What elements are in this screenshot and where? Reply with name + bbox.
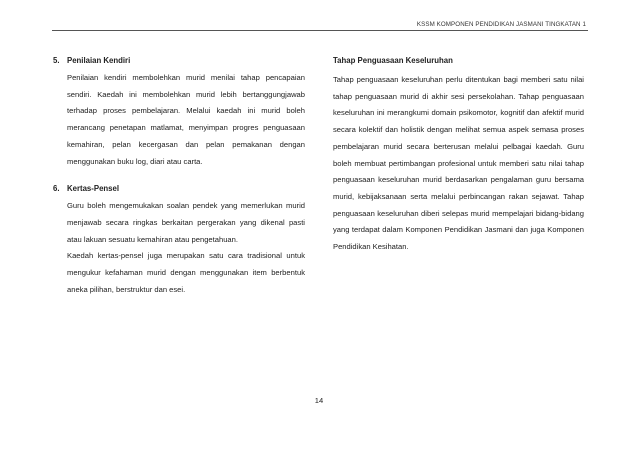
section-heading xyxy=(333,52,584,70)
header-title: KSSM KOMPONEN PENDIDIKAN JASMANI TINGKATAN 1 xyxy=(416,21,586,28)
section-title: Tahap Penguasaan Keseluruhan xyxy=(333,56,453,65)
page-number: 14 xyxy=(314,396,324,405)
header-rule xyxy=(52,30,588,31)
section-title: Kertas-Pensel xyxy=(67,184,120,194)
right-column xyxy=(333,52,584,256)
section-title: Penilaian Kendiri xyxy=(67,56,131,65)
left-column xyxy=(53,52,305,298)
paragraph: Kaedah kertas-pensel juga merupakan satu cara tradisional untuk mengukur kefahaman murid dengan menggunakan item berbentuk aneka pilihan, berstruktur dan esei. xyxy=(67,251,305,294)
section-penilaian-kendiri xyxy=(53,52,305,170)
paragraph: Penilaian kendiri membolehkan murid menilai tahap pencapaian sendiri. Kaedah ini membolehkan murid lebih bertanggungjawab terhadap proses pembelajaran. Melalui kaedah ini murid boleh merancang penetapan matlamat, menyimpan progres penguasaan kemahiran, pelan kecergasan dan pelan pemakanan dengan menggunakan buku log, diari atau carta. xyxy=(67,73,305,166)
paragraph: Guru boleh mengemukakan soalan pendek yang memerlukan murid menjawab secara ringkas berkaitan pergerakan yang dikenal pasti atau lakuan sesuatu kemahiran atau pengetahuan. xyxy=(67,201,305,244)
section-kertas-pensel xyxy=(53,180,305,298)
section-body xyxy=(53,198,305,298)
section-number: 6. xyxy=(53,184,60,194)
section-heading xyxy=(53,180,305,198)
section-number: 5. xyxy=(53,56,60,65)
paragraph: Tahap penguasaan keseluruhan perlu ditentukan bagi memberi satu nilai tahap penguasaan murid di akhir sesi persekolahan. Tahap penguasaan keseluruhan ini merangkumi domain psikomotor, kognitif dan afektif murid secara kolektif dan holistik dengan melihat semua aspek semasa proses pembelajaran murid secara berterusan melalui pelbagai kaedah. Guru boleh membuat pertimbangan profesional untuk memberi satu nilai tahap penguasaan keseluruhan murid berdasarkan pengalaman guru bersama murid, kebijaksanaan serta melalui perbincangan rakan sejawat. Tahap penguasaan keseluruhan diberi selepas murid mempelajari bidang-bidang yang terdapat dalam Komponen Pendidikan Jasmani dan juga Komponen Pendidikan Kesihatan. xyxy=(333,75,584,252)
section-body xyxy=(53,70,305,170)
section-tahap-penguasaan xyxy=(333,52,584,256)
section-body xyxy=(333,72,584,256)
section-heading xyxy=(53,52,305,70)
